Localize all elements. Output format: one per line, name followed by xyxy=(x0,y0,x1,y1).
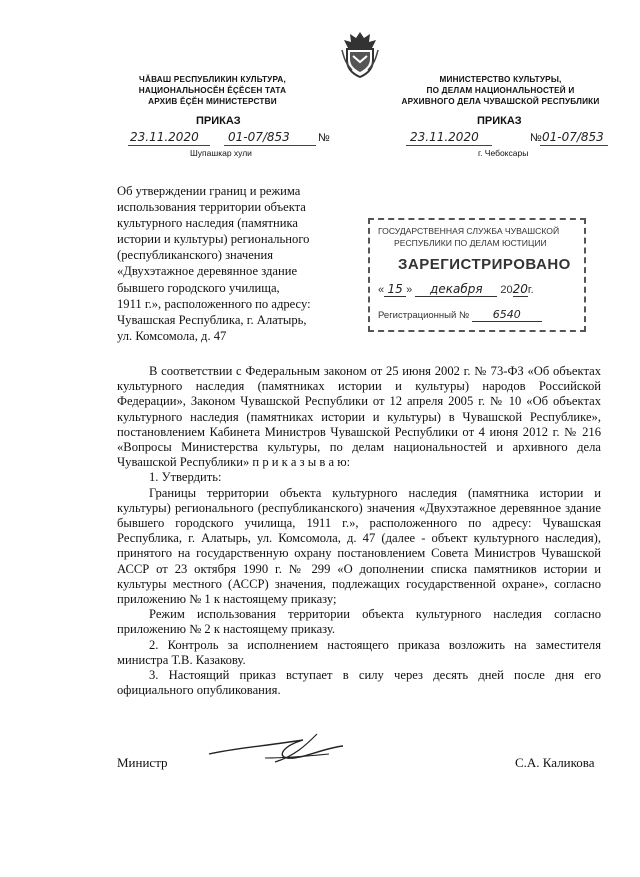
title-line: ул. Комсомола, д. 47 xyxy=(117,328,227,343)
item-1-regime-paragraph: Режим использования территории объекта культурного наследия согласно приложению № 2 к настоящему приказу. xyxy=(117,607,601,637)
stamp-agency-line2: РЕСПУБЛИКИ ПО ДЕЛАМ ЮСТИЦИИ xyxy=(394,238,547,248)
item-1-boundaries-paragraph: Границы территории объекта культурного наследия (памятника истории и культуры) регионального (республиканского) значения «Двухэтажное деревянное здание бывшего городского училища, 1911 г.», расположенного по адресу: Чувашская Республика, г. Алатырь, ул. Комсомола, д. 47 (далее - объект культурного наследия), принятого на государственную охрану постановлением Совета Министров Чувашской АССР от 23 октября 1990 г. № 299 «О дополнении списка памятников истории и культуры местного (АССР) значения, подлежащих государственной охране», согласно приложению № 1 к настоящему приказу; xyxy=(117,485,601,607)
stamp-quote-open: « xyxy=(378,284,385,296)
stamp-date-row xyxy=(378,282,578,297)
stamp-year-mark: г. xyxy=(527,284,534,296)
ministry-name-chuvash-line2: НАЦИОНАЛЬНОСĔН ĔÇĔСЕН ТАТА xyxy=(138,86,287,95)
date-underline-left xyxy=(128,145,210,146)
number-underline-right xyxy=(540,145,608,146)
stamp-registered-label: ЗАРЕГИСТРИРОВАНО xyxy=(398,256,571,273)
stamp-month: декабря xyxy=(415,282,497,297)
ministry-name-russian-line3: АРХИВНОГО ДЕЛА ЧУВАШСКОЙ РЕСПУБЛИКИ xyxy=(401,97,600,106)
ministry-name-russian xyxy=(388,74,613,107)
stamp-agency-line1: ГОСУДАРСТВЕННАЯ СЛУЖБА ЧУВАШСКОЙ xyxy=(378,226,560,236)
order-number-right: 01-07/853 xyxy=(542,130,604,144)
handwritten-signature xyxy=(205,728,345,768)
ministry-name-russian-line2: ПО ДЕЛАМ НАЦИОНАЛЬНОСТЕЙ И xyxy=(426,86,575,95)
ministry-name-chuvash-line1: ЧĂВАШ РЕСПУБЛИКИН КУЛЬТУРА, xyxy=(139,75,286,84)
item-1-heading: 1. Утвердить: xyxy=(149,470,222,485)
title-line: использования территории объекта xyxy=(117,200,306,215)
item-3-paragraph: 3. Настоящий приказ вступает в силу через десять дней после дня его официального опубликования. xyxy=(117,668,601,698)
order-date-left: 23.11.2020 xyxy=(130,130,199,144)
preamble-paragraph: В соответствии с Федеральным законом от 25 июня 2002 г. № 73-ФЗ «Об объектах культурного наследия (памятниках истории и культуры) народов Российской Федерации», Законом Чувашской Республики от 12 апреля 2005 г. № 10 «Об объектах культурного наследия (памятниках истории и культуры) в Чувашской Республике», постановлением Кабинета Министров Чувашской Республики от 4 июня 2012 г. № 216 «Вопросы Министерства культуры, по делам национальностей и архивного дела Чувашской Республики» п р и к а з ы в а ю: xyxy=(117,364,601,470)
item-2-paragraph: 2. Контроль за исполнением настоящего приказа возложить на заместителя министра Т.В. Казакову. xyxy=(117,637,601,667)
signatory-position: Министр xyxy=(117,755,168,770)
stamp-quote-close: » xyxy=(406,284,413,296)
title-line: (республиканского) значения xyxy=(117,248,274,263)
order-number-left: 01-07/853 xyxy=(228,130,290,144)
number-sign-left: № xyxy=(318,132,330,144)
order-date-right: 23.11.2020 xyxy=(410,130,479,144)
order-body xyxy=(117,364,601,698)
order-title xyxy=(117,183,339,344)
stamp-reg-label: Регистрационный № xyxy=(378,310,470,321)
date-underline-right xyxy=(406,145,492,146)
stamp-day: 15 xyxy=(384,282,406,297)
stamp-year-prefix: 20 xyxy=(500,284,513,296)
city-russian: г. Чебоксары xyxy=(478,148,529,158)
title-line: истории и культуры) регионального xyxy=(117,232,310,247)
number-sign-right: № xyxy=(530,132,542,144)
stamp-reg-number: 6540 xyxy=(472,308,542,322)
city-chuvash: Шупашкар хули xyxy=(190,148,252,158)
title-line: Чувашская Республика, г. Алатырь, xyxy=(117,312,307,327)
ministry-name-russian-line1: МИНИСТЕРСТВО КУЛЬТУРЫ, xyxy=(439,75,562,84)
coat-of-arms-emblem xyxy=(340,30,380,78)
title-line: Об утверждении границ и режима xyxy=(117,184,301,198)
ministry-name-chuvash xyxy=(100,74,325,107)
title-line: 1911 г.», расположенного по адресу: xyxy=(117,296,311,311)
order-word-left: ПРИКАЗ xyxy=(196,115,241,127)
number-underline-left xyxy=(224,145,316,146)
order-word-right: ПРИКАЗ xyxy=(477,115,522,127)
stamp-reg-row xyxy=(378,308,542,322)
title-line: «Двухэтажное деревянное здание xyxy=(117,264,298,279)
ministry-name-chuvash-line3: АРХИВ ĔÇĔН МИНИСТЕРСТВИ xyxy=(148,97,277,106)
stamp-year-suffix: 20 xyxy=(512,282,528,296)
title-line: бывшего городского училища, xyxy=(117,280,280,295)
registration-stamp xyxy=(368,218,586,332)
title-line: культурного наследия (памятника xyxy=(117,216,298,231)
signatory-name: С.А. Каликова xyxy=(515,755,595,770)
